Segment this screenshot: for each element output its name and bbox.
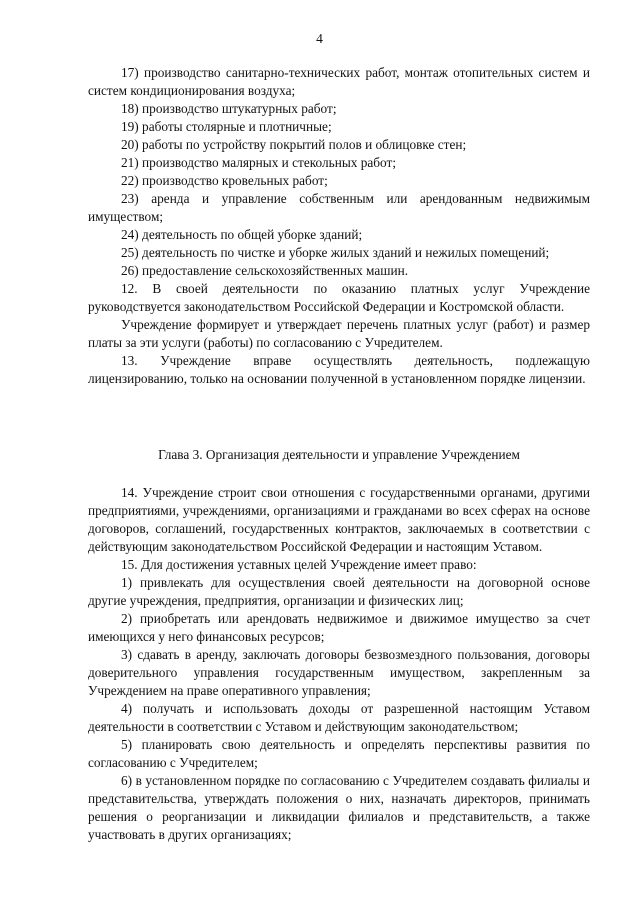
paragraph: 23) аренда и управление собственным или арендованным недвижимым имуществом;: [88, 191, 590, 224]
paragraph: 3) сдавать в аренду, заключать договоры безвозмездного пользования, договоры доверительного управления государственным имуществом, закрепленным за Учреждением на праве оперативного управления;: [88, 647, 590, 698]
paragraph: Учреждение формирует и утверждает перечень платных услуг (работ) и размер платы за эти услуги (работы) по согласованию с Учредителем.: [88, 317, 590, 350]
paragraph: 26) предоставление сельскохозяйственных машин.: [121, 263, 409, 278]
paragraph: 14. Учреждение строит свои отношения с государственными органами, другими предприятиями, учреждениями, организациями и гражданами во всех сферах на основе договоров, соглашений, государственных контрактов, заключаемых в соответствии с действующим законодательством Российской Федерации и настоящим Уставом.: [88, 485, 590, 554]
section-body-1: [88, 64, 590, 388]
section-body-2: [88, 484, 590, 844]
paragraph: 17) производство санитарно-технических работ, монтаж отопительных систем и систем кондиционирования воздуха;: [88, 65, 590, 98]
chapter-heading: Глава 3. Организация деятельности и управление Учреждением: [158, 447, 520, 462]
page-number: 4: [316, 31, 323, 46]
paragraph: 19) работы столярные и плотничные;: [121, 119, 332, 134]
paragraph: 12. В своей деятельности по оказанию платных услуг Учреждение руководствуется законодательством Российской Федерации и Костромской области.: [88, 281, 590, 314]
paragraph: 1) привлекать для осуществления своей деятельности на договорной основе другие учреждения, предприятия, организации и физических лиц;: [88, 575, 590, 608]
paragraph: 24) деятельность по общей уборке зданий;: [121, 227, 363, 242]
paragraph: 13. Учреждение вправе осуществлять деятельность, подлежащую лицензированию, только на основании полученной в установленном порядке лицензии.: [88, 353, 590, 386]
paragraph: 2) приобретать или арендовать недвижимое и движимое имущество за счет имеющихся у него финансовых ресурсов;: [88, 611, 590, 644]
paragraph: 15. Для достижения уставных целей Учреждение имеет право:: [121, 557, 477, 572]
paragraph: 6) в установленном порядке по согласованию с Учредителем создавать филиалы и представительства, утверждать положения о них, назначать директоров, принимать решения о реорганизации и ликвидации филиалов и представительств, а также участвовать в других организациях;: [88, 773, 590, 842]
paragraph: 22) производство кровельных работ;: [121, 173, 328, 188]
paragraph: 25) деятельность по чистке и уборке жилых зданий и нежилых помещений;: [121, 245, 550, 260]
paragraph: 21) производство малярных и стекольных работ;: [121, 155, 397, 170]
paragraph: 5) планировать свою деятельность и определять перспективы развития по согласованию с Учредителем;: [88, 737, 590, 770]
paragraph: 4) получать и использовать доходы от разрешенной настоящим Уставом деятельности в соответствии с Уставом и действующим законодательством;: [88, 701, 590, 734]
paragraph: 18) производство штукатурных работ;: [121, 101, 337, 116]
paragraph: 20) работы по устройству покрытий полов и облицовке стен;: [121, 137, 467, 152]
